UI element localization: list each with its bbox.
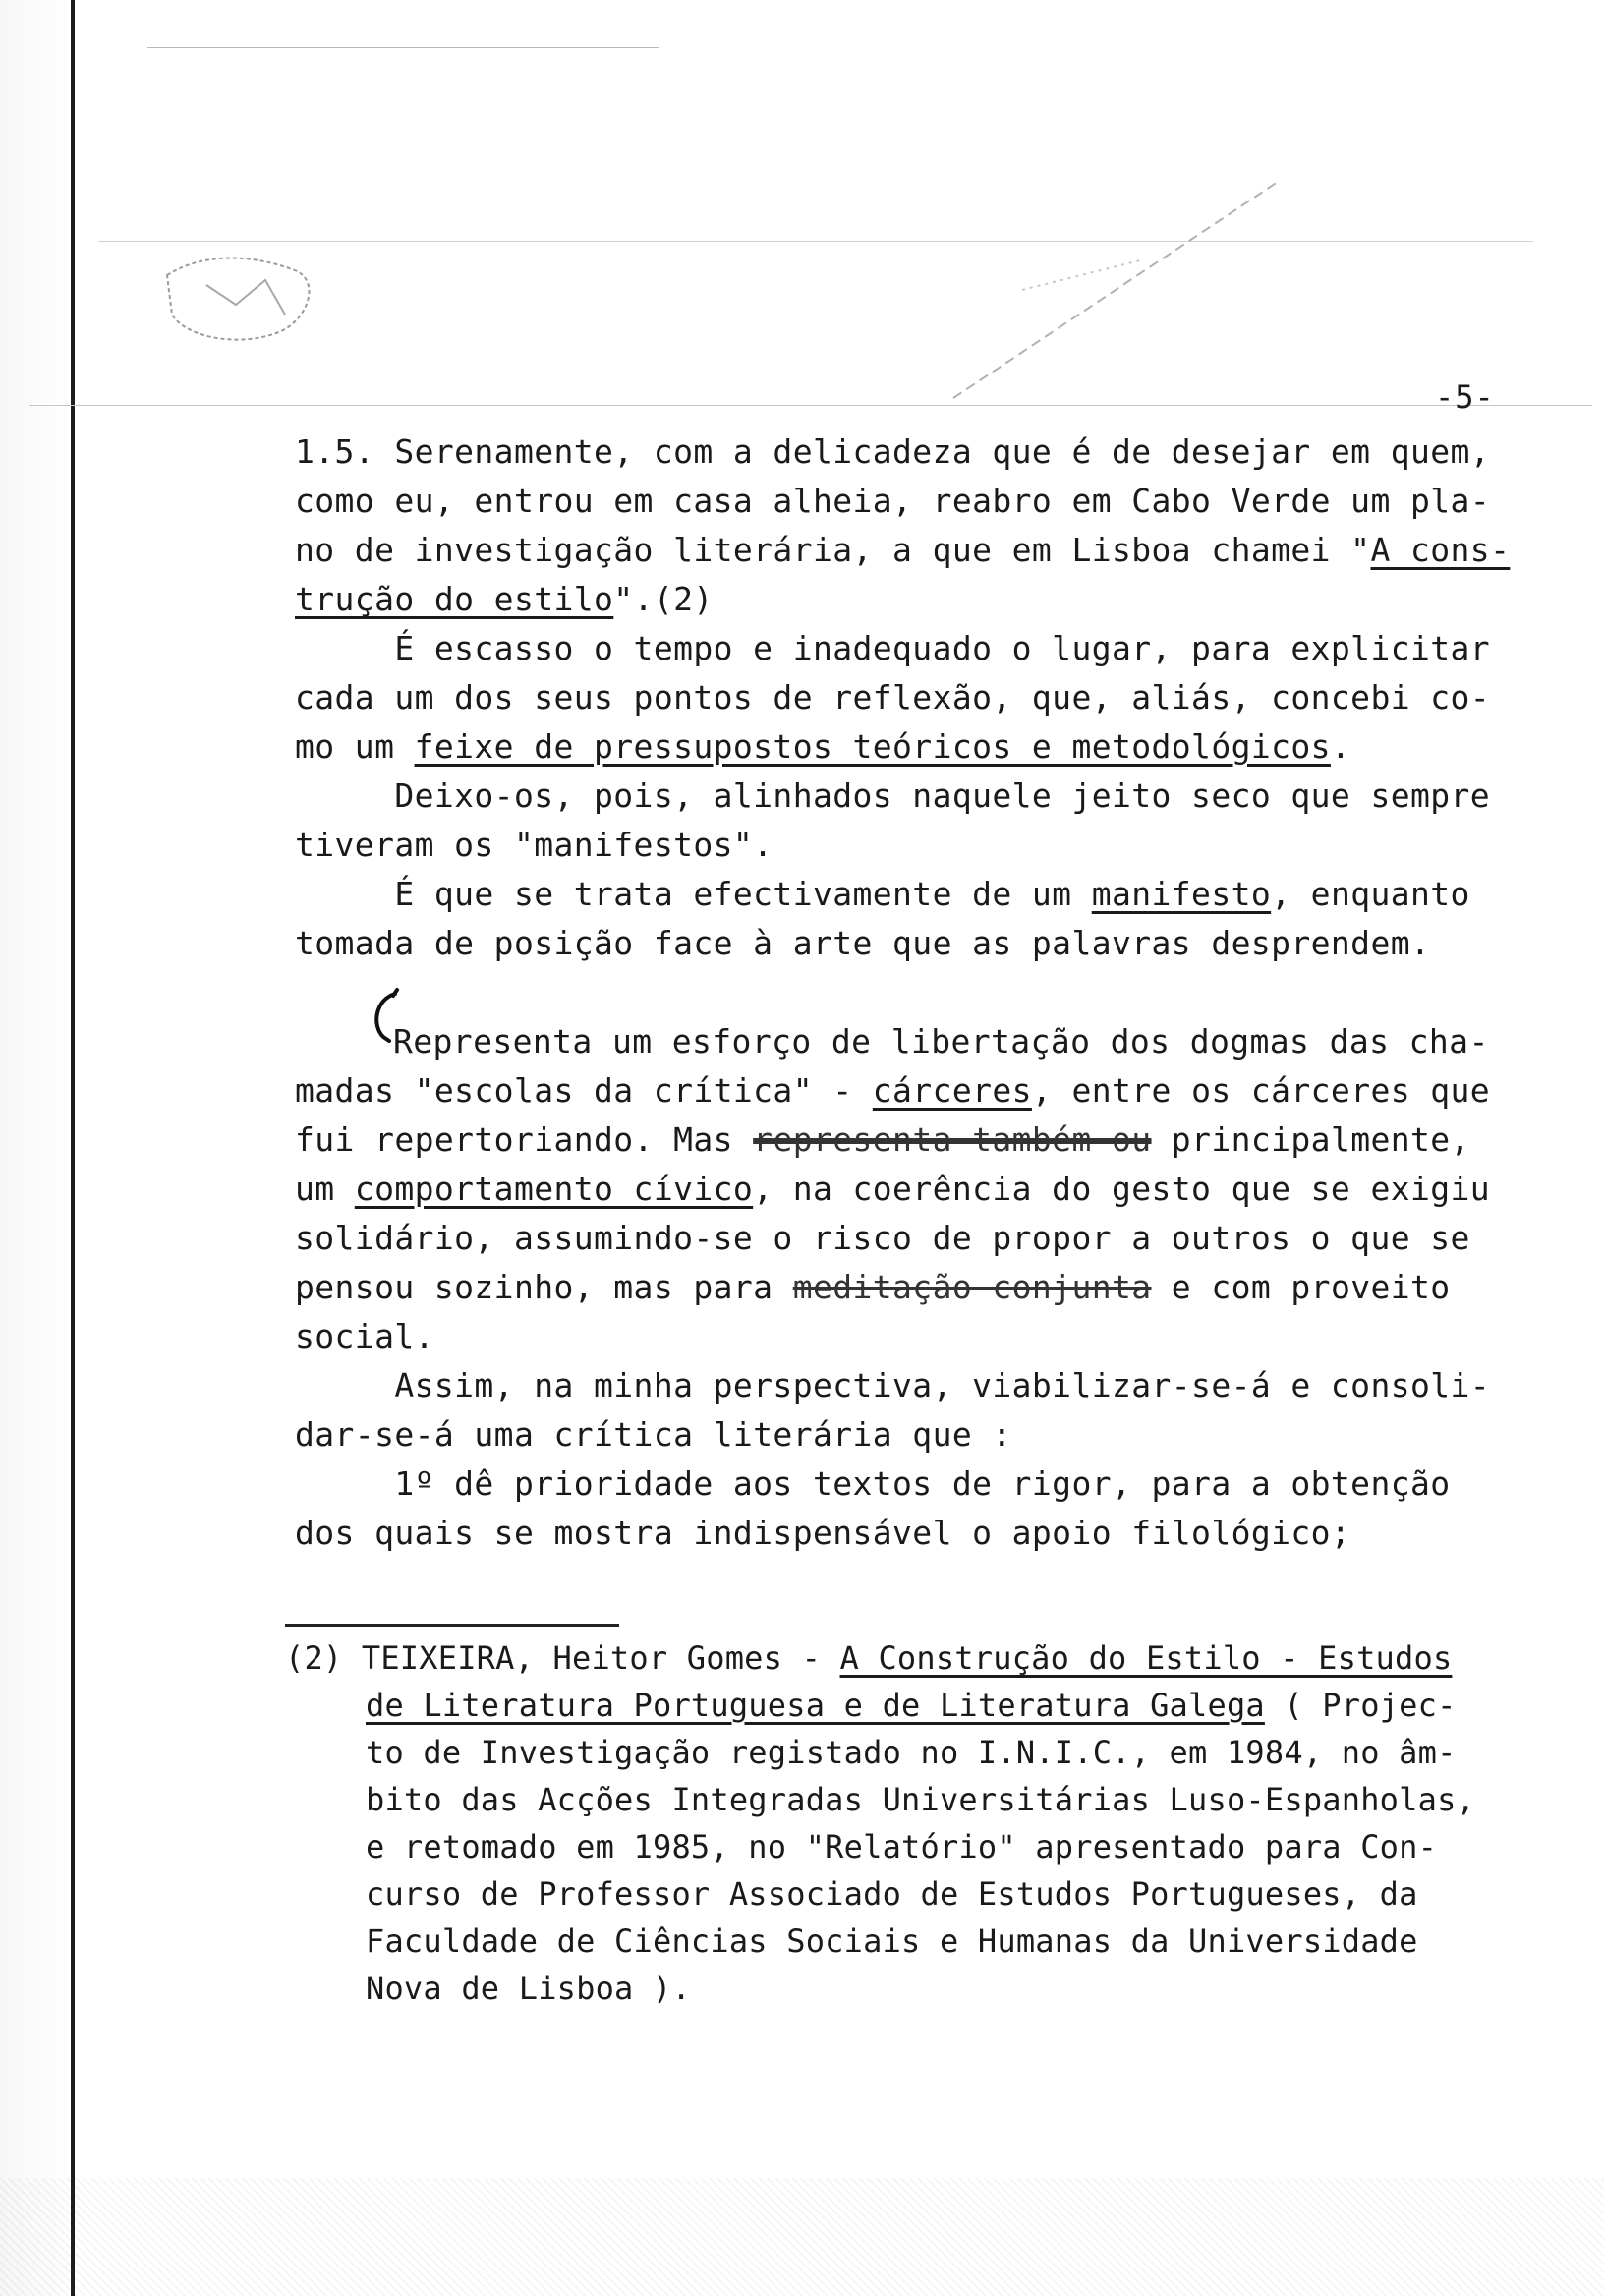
text: Assim, na minha perspectiva, viabilizar-se-á e consoli-: [295, 1366, 1491, 1405]
text: Faculdade de Ciências Sociais e Humanas da Universidade: [366, 1923, 1418, 1960]
text: 1º dê prioridade aos textos de rigor, para a obtenção: [295, 1464, 1451, 1503]
body-line: [295, 727, 1350, 766]
body-line: [295, 1071, 1490, 1110]
text: como eu, entrou em casa alheia, reabro em Cabo Verde um pla-: [295, 482, 1491, 520]
text: Representa um esforço de libertação dos dogmas das cha-: [393, 1022, 1489, 1061]
body-line: [295, 531, 1510, 569]
struck-text: meditação conjunta: [792, 1268, 1152, 1306]
text: social.: [295, 1317, 434, 1355]
underlined-title: de Literatura Portuguesa e de Literatura Galega: [366, 1687, 1265, 1724]
text: mo um: [295, 727, 415, 766]
text: tiveram os "manifestos".: [295, 826, 773, 864]
text: solidário, assumindo-se o risco de propor a outros o que se: [295, 1219, 1470, 1257]
body-line: [295, 482, 1490, 520]
underlined-title: A cons-: [1370, 531, 1511, 569]
text: dar-se-á uma crítica literária que :: [295, 1415, 1012, 1454]
footnote-divider: [285, 1624, 619, 1627]
binding-edge: [0, 0, 75, 2296]
text: ( Projec-: [1264, 1687, 1457, 1724]
body-line: [295, 1219, 1470, 1257]
text: É escasso o tempo e inadequado o lugar, para explicitar: [295, 629, 1491, 667]
text: pensou sozinho, mas para: [295, 1268, 793, 1306]
underlined-title: A Construção do Estilo - Estudos: [839, 1639, 1453, 1677]
text: , na coerência do gesto que se exigiu: [753, 1170, 1491, 1208]
struck-text: representa também ou: [753, 1120, 1152, 1159]
text: , entre os cárceres que: [1031, 1071, 1491, 1110]
body-line: [295, 1022, 1489, 1061]
underlined-phrase: feixe de pressupostos teóricos e metodológicos: [414, 727, 1331, 766]
body-line: [295, 1464, 1451, 1503]
text: Deixo-os, pois, alinhados naquele jeito seco que sempre: [295, 776, 1491, 815]
body-line: [295, 1268, 1451, 1306]
text: e com proveito: [1151, 1268, 1451, 1306]
hook-icon: [368, 986, 407, 1045]
text: tomada de posição face à arte que as palavras desprendem.: [295, 924, 1431, 962]
body-line: [295, 924, 1430, 962]
footnote-line: [366, 1875, 1418, 1913]
body-line: [295, 1317, 434, 1355]
text: madas "escolas da crítica" -: [295, 1071, 873, 1110]
footnote-line: [366, 1970, 691, 2007]
text: É que se trata efectivamente de um: [295, 875, 1092, 913]
faded-stamp: [147, 246, 373, 354]
text: principalmente,: [1151, 1120, 1470, 1159]
footnote-line: [366, 1781, 1475, 1818]
footnote-line: [366, 1734, 1457, 1771]
body-line: [295, 432, 1490, 471]
underlined-word: manifesto: [1091, 875, 1272, 913]
body-line: [295, 1366, 1490, 1405]
text: no de investigação literária, a que em Lisboa chamei ": [295, 531, 1371, 569]
handwritten-hook-mark: [368, 986, 407, 1056]
text: .: [1330, 727, 1351, 766]
body-line: [295, 875, 1470, 913]
footnote-line: [366, 1687, 1457, 1724]
footnote-line: [366, 1923, 1418, 1960]
body-line: [295, 580, 714, 618]
text: (2) TEIXEIRA, Heitor Gomes -: [285, 1639, 840, 1677]
text: curso de Professor Associado de Estudos Portugueses, da: [366, 1875, 1418, 1913]
text: Nova de Lisboa ).: [366, 1970, 691, 2007]
footnote-ref: ".(2): [613, 580, 714, 618]
text: cada um dos seus pontos de reflexão, que, aliás, concebi co-: [295, 678, 1491, 717]
body-line: [295, 629, 1490, 667]
text: um: [295, 1170, 355, 1208]
text: e retomado em 1985, no "Relatório" apresentado para Con-: [366, 1828, 1438, 1866]
text: , enquanto: [1271, 875, 1470, 913]
underlined-phrase: comportamento cívico: [354, 1170, 754, 1208]
text: bito das Acções Integradas Universitárias Luso-Espanholas,: [366, 1781, 1476, 1818]
underlined-title: trução do estilo: [295, 580, 614, 618]
text: fui repertoriando. Mas: [295, 1120, 754, 1159]
body-line: [295, 1415, 1012, 1454]
underlined-word: cárceres: [872, 1071, 1032, 1110]
text: dos quais se mostra indispensável o apoio filológico;: [295, 1514, 1351, 1552]
scan-line-top: [147, 47, 659, 48]
footnote-line: [366, 1828, 1437, 1866]
body-line: [295, 678, 1490, 717]
scan-line-rule: [29, 405, 1592, 406]
text: to de Investigação registado no I.N.I.C., em 1984, no âm-: [366, 1734, 1457, 1771]
body-line: [295, 1120, 1470, 1159]
text: 1.5. Serenamente, com a delicadeza que é de desejar em quem,: [295, 432, 1491, 471]
diagonal-scan-mark: [944, 172, 1297, 408]
scan-line-header: [98, 241, 1533, 242]
body-line: [295, 826, 773, 864]
page-number: -5-: [1435, 378, 1495, 416]
footnote-line: [285, 1639, 1452, 1677]
body-line: [295, 776, 1490, 815]
body-line: [295, 1170, 1490, 1208]
body-line: [295, 1514, 1350, 1552]
scan-noise: [0, 2178, 1604, 2296]
